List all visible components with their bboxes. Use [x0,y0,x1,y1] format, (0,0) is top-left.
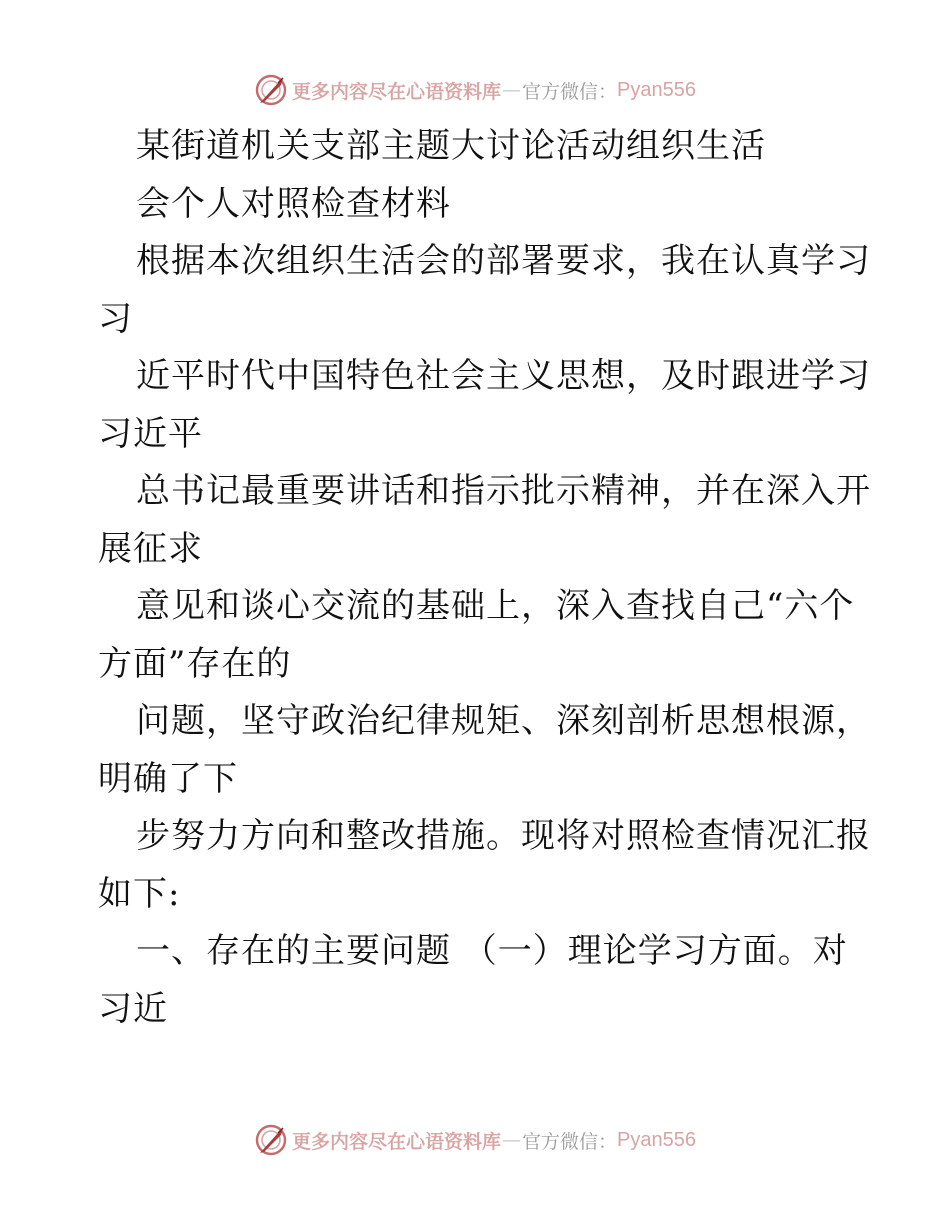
quill-logo-icon [254,1123,288,1157]
document-line: 明确了下 [98,758,238,799]
watermark-brand: 更多内容尽在心语资料库 [292,80,502,103]
quill-logo-icon [254,73,288,107]
document-line: 展征求 [98,528,203,569]
document-body [98,118,871,1038]
document-line: 习近 [98,988,168,1029]
document-line: 意见和谈心交流的基础上，深入查找自己“六个 [136,586,855,626]
watermark-brand: 更多内容尽在心语资料库 [292,1130,502,1153]
footer-watermark [0,1118,950,1162]
document-line: 问题，坚守政治纪律规矩、深刻剖析思想根源， [136,701,871,741]
document-line: 会个人对照检查材料 [136,183,451,224]
document-line: 近平时代中国特色社会主义思想，及时跟进学习 [136,356,871,396]
watermark-dash: — [502,79,522,101]
document-line: 某街道机关支部主题大讨论活动组织生活 [136,126,766,166]
watermark-official-label: 官方微信： [522,80,618,103]
document-line: 根据本次组织生活会的部署要求，我在认真学习 [136,241,871,281]
document-line: 习 [98,298,133,339]
document-line: 如下: [98,873,181,914]
document-line: 习近平 [98,413,203,454]
watermark-handle: Pyan556 [617,1128,696,1151]
watermark-handle: Pyan556 [617,78,696,101]
header-watermark [0,68,950,112]
document-line: 步努力方向和整改措施。现将对照检查情况汇报 [136,816,871,856]
document-line: 总书记最重要讲话和指示批示精神，并在深入开 [136,471,871,511]
watermark-official-label: 官方微信： [522,1130,618,1153]
document-line: 方面”存在的 [98,643,292,684]
watermark-dash: — [502,1129,522,1151]
document-line: 一、存在的主要问题 （一）理论学习方面。对 [136,931,848,971]
